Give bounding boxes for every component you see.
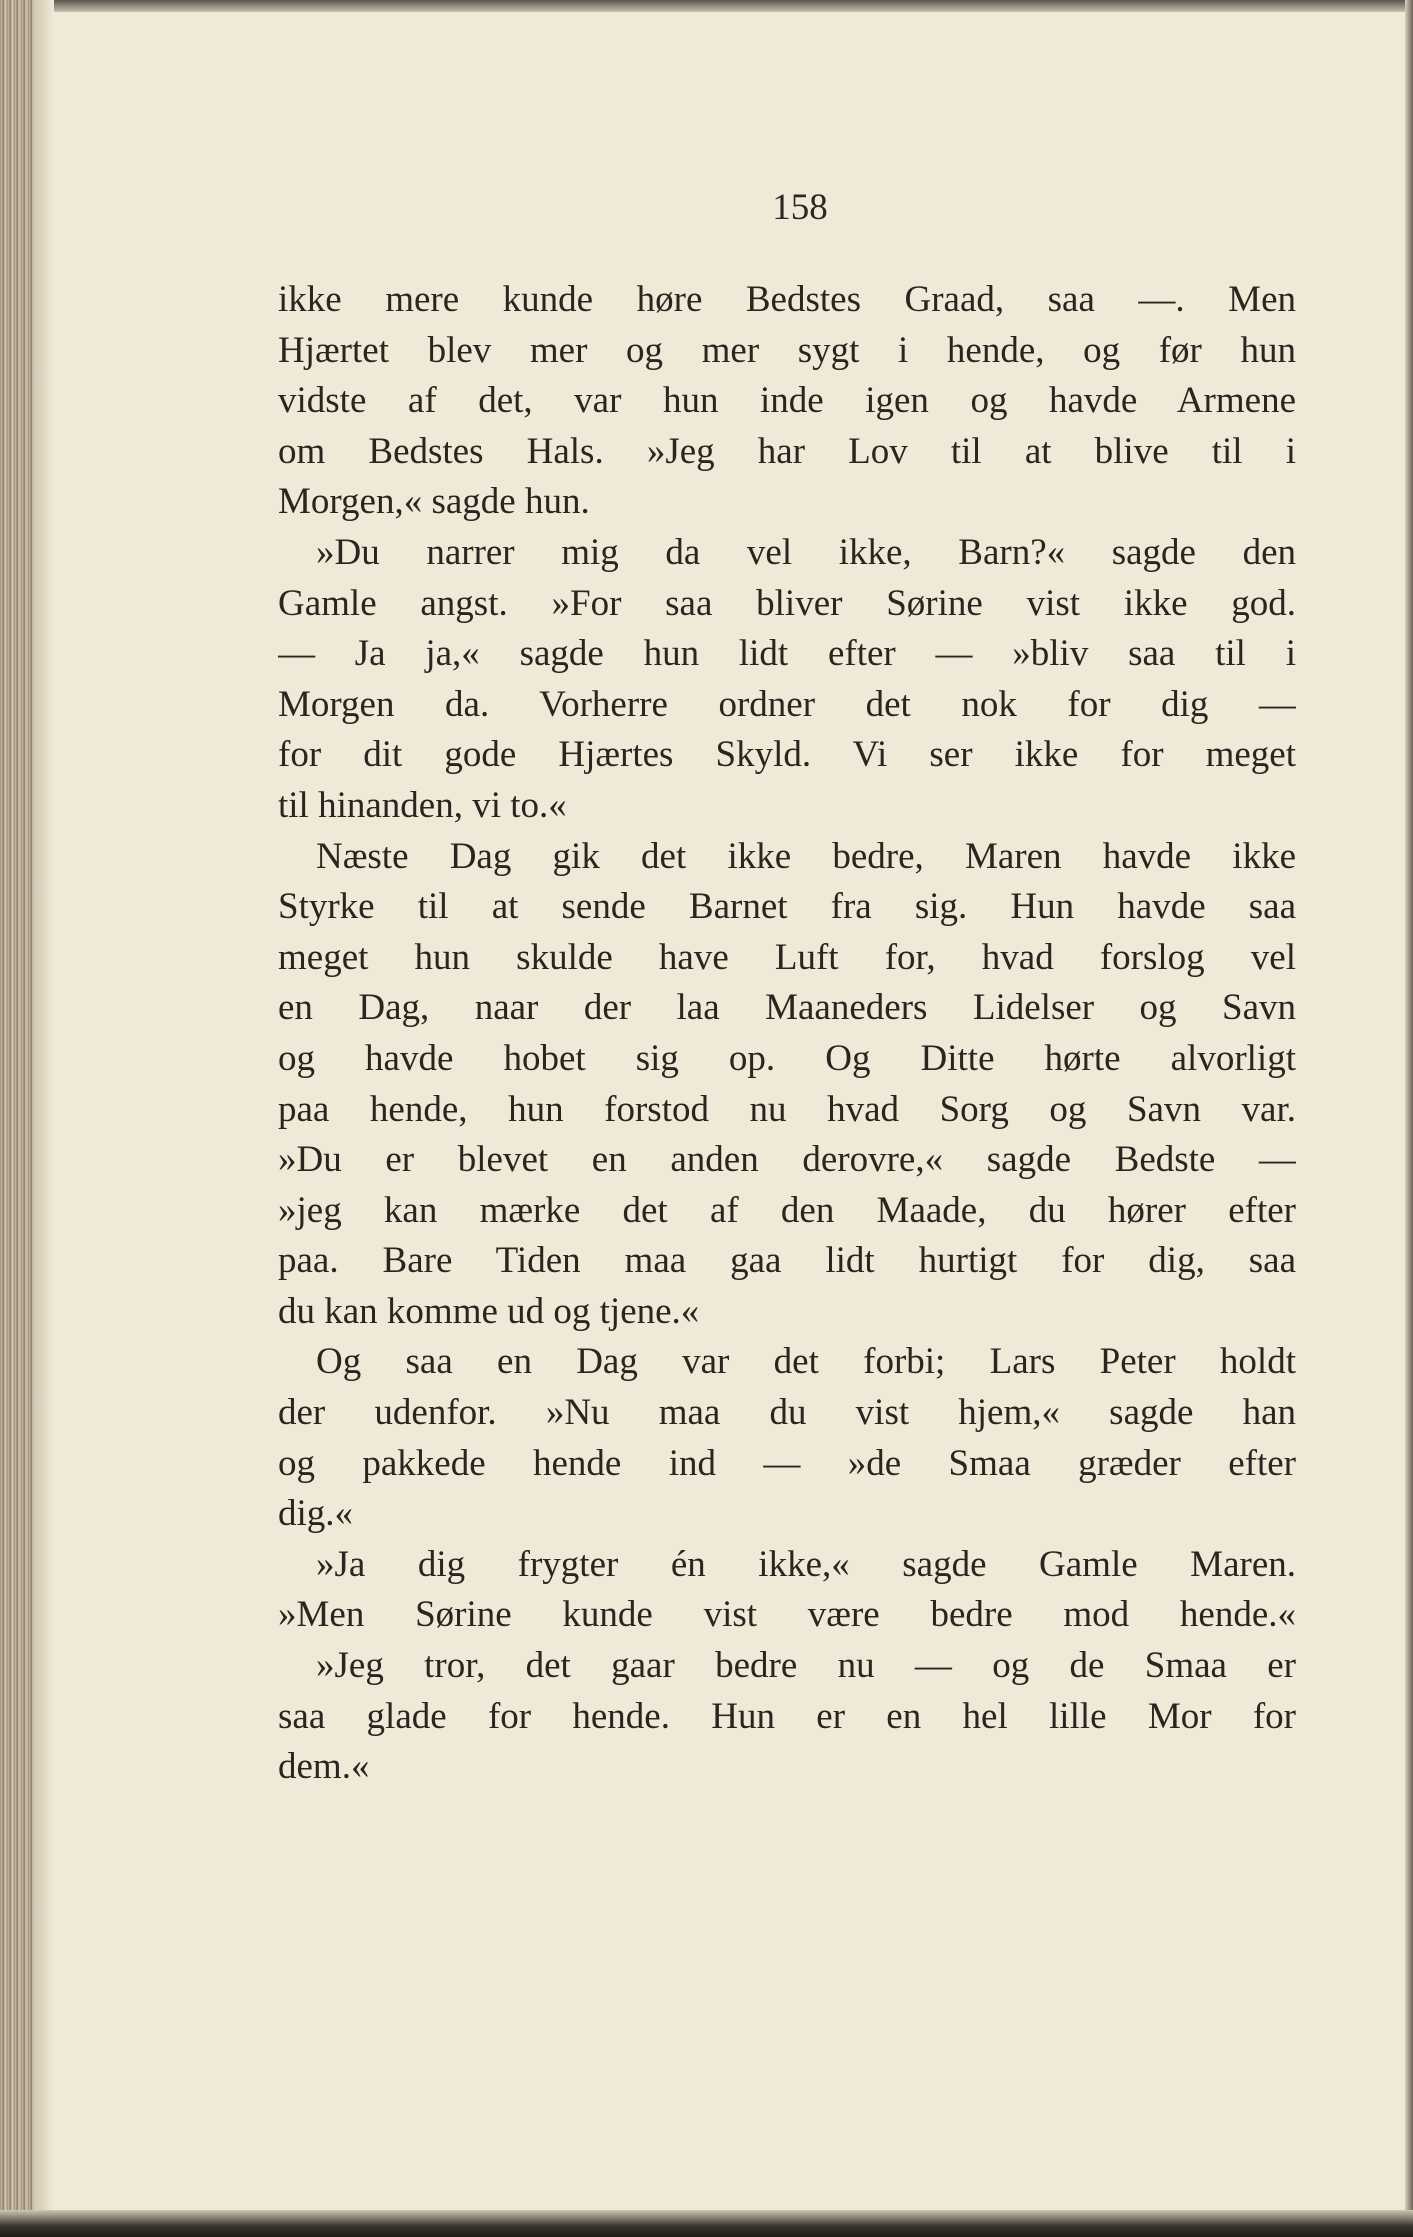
page-number: 158	[772, 187, 828, 228]
text-line: dig.«	[278, 1493, 354, 1535]
text-line: for dit gode Hjærtes Skyld. Vi ser ikke for meget	[278, 734, 1296, 776]
text-line: vidste af det, var hun inde igen og havde Armene	[278, 380, 1296, 422]
text-line: »Ja dig frygter én ikke,« sagde Gamle Maren.	[316, 1543, 1296, 1585]
text-line: »Du er blevet en anden derovre,« sagde Bedste —	[278, 1139, 1296, 1181]
text-line: Morgen,« sagde hun.	[278, 481, 590, 523]
page-bottom-edge	[0, 2210, 1413, 2237]
text-line: en Dag, naar der laa Maaneders Lidelser og Savn	[278, 987, 1296, 1029]
text-line: dem.«	[278, 1746, 370, 1788]
text-line: Og saa en Dag var det forbi; Lars Peter holdt	[316, 1341, 1296, 1383]
text-line: — Ja ja,« sagde hun lidt efter — »bliv saa til i	[278, 633, 1296, 675]
text-line: du kan komme ud og tjene.«	[278, 1290, 700, 1332]
text-line: Morgen da. Vorherre ordner det nok for dig —	[278, 683, 1296, 725]
page-number-container	[700, 183, 900, 233]
book-binding	[0, 0, 34, 2237]
text-line: og pakkede hende ind — »de Smaa græder efter	[278, 1442, 1296, 1484]
text-line: ikke mere kunde høre Bedstes Graad, saa —. Men	[278, 279, 1296, 320]
gutter-shadow	[34, 0, 54, 2237]
page-top-edge	[0, 0, 1413, 12]
text-line: Styrke til at sende Barnet fra sig. Hun havde saa	[278, 886, 1296, 928]
text-line: der udenfor. »Nu maa du vist hjem,« sagde han	[278, 1392, 1296, 1434]
text-line: om Bedstes Hals. »Jeg har Lov til at blive til i	[278, 430, 1296, 472]
text-line: paa. Bare Tiden maa gaa lidt hurtigt for dig, saa	[278, 1240, 1296, 1282]
text-line: »Men Sørine kunde vist være bedre mod hende.«	[278, 1594, 1296, 1636]
text-line: »jeg kan mærke det af den Maade, du hører efter	[278, 1189, 1296, 1231]
page-right-edge	[1405, 0, 1413, 2237]
text-line: meget hun skulde have Luft for, hvad forslog vel	[278, 936, 1296, 978]
body-text	[278, 275, 1296, 1793]
text-line: Gamle angst. »For saa bliver Sørine vist ikke god.	[278, 582, 1296, 624]
text-line: »Du narrer mig da vel ikke, Barn?« sagde den	[316, 531, 1296, 573]
text-line: »Jeg tror, det gaar bedre nu — og de Smaa er	[316, 1645, 1296, 1687]
text-line: Hjærtet blev mer og mer sygt i hende, og før hun	[278, 329, 1296, 371]
text-line: saa glade for hende. Hun er en hel lille Mor for	[278, 1695, 1296, 1737]
text-line: paa hende, hun forstod nu hvad Sorg og Savn var.	[278, 1088, 1296, 1130]
text-line: til hinanden, vi to.«	[278, 784, 567, 826]
text-line: Næste Dag gik det ikke bedre, Maren havde ikke	[316, 835, 1296, 877]
text-line: og havde hobet sig op. Og Ditte hørte alvorligt	[278, 1037, 1296, 1079]
